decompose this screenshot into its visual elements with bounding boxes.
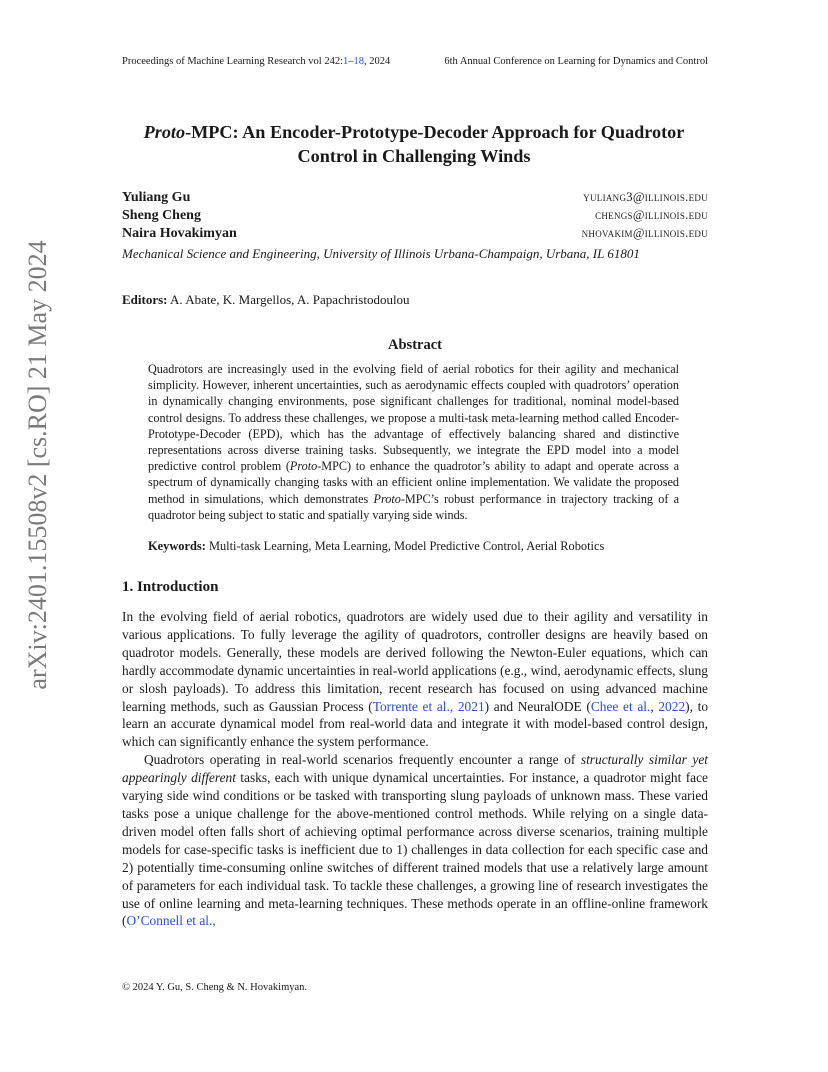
author-name: Yuliang Gu xyxy=(122,190,191,205)
proceedings-info xyxy=(122,56,390,67)
citation-link[interactable]: Torrente et al., 2021 xyxy=(372,698,485,714)
citation-link[interactable]: O’Connell et al., xyxy=(126,913,216,929)
section-body xyxy=(122,608,708,930)
section-heading: 1. Introduction xyxy=(122,579,219,595)
running-head xyxy=(122,56,708,67)
paragraph-text: In the evolving field of aerial robotics, quadrotors are widely used due to their agility and versatility in various applications. To fully leverage the agility of quadrotors, controller designs are heavily based on quadrotor models. Generally, these models are derived following the Newton-Euler equations, which can hardly accommodate dynamic uncertainties in real-world applications (e.g., wind, aerodynamic effects, slung or slosh payloads). To address this limitation, recent research has focused on using advanced machine learning methods, such as Gaussian Process ( xyxy=(122,609,708,714)
keywords xyxy=(148,539,688,554)
citation-separator: , xyxy=(650,698,659,714)
arxiv-id: arXiv:2401.15508v2 [cs.RO] 21 May 2024 xyxy=(23,240,52,690)
abstract-heading: Abstract xyxy=(388,337,442,353)
affiliation: Mechanical Science and Engineering, University of Illinois Urbana-Champaign, Urbana, IL 61801 xyxy=(122,246,640,261)
citation-link[interactable]: 2022 xyxy=(658,698,686,714)
author-email: chengs@illinois.edu xyxy=(595,208,708,222)
editors-names: A. Abate, K. Margellos, A. Papachristodoulou xyxy=(170,292,410,307)
keywords-text: Multi-task Learning, Meta Learning, Model Predictive Control, Aerial Robotics xyxy=(208,539,605,553)
paragraph xyxy=(122,751,708,930)
abstract-part: -MPC’s robust performance in trajectory tracking of a quadrotor being subject to static and spatially varying side winds. xyxy=(148,491,680,522)
copyright-footer: © 2024 Y. Gu, S. Cheng & N. Hovakimyan. xyxy=(122,982,308,993)
author-row xyxy=(122,208,708,224)
arxiv-sidebar xyxy=(18,240,58,690)
keywords-label: Keywords: xyxy=(148,539,206,553)
page-start-link[interactable]: 1 xyxy=(343,56,349,67)
author-name: Naira Hovakimyan xyxy=(122,226,237,241)
paragraph xyxy=(122,608,708,751)
page-end-link[interactable]: 18 xyxy=(353,56,365,67)
paragraph-text: ) and NeuralODE ( xyxy=(484,698,591,714)
abstract-part: Quadrotors are increasingly used in the evolving field of aerial robotics for their agility and mechanical simplicity. However, inherent uncertainties, such as aerodynamic effects coupled with quadrotors’ operation in dynamically changing environments, pose significant challenges for traditional, nominal model-based control designs. To address these challenges, we propose a multi-task meta-learning method called Encoder-Prototype-Decoder (EPD), which has the advantage of effectively balancing shared and distinctive representations across diverse training tasks. Subsequently, we integrate the EPD model into a model predictive control problem ( xyxy=(148,362,679,474)
abstract-italic: Proto xyxy=(373,491,401,506)
paragraph-text: ), to learn an accurate dynamical model from real-world data and integrate it with model-based control design, which can significantly enhance the system performance. xyxy=(122,698,709,750)
author-name: Sheng Cheng xyxy=(122,208,201,223)
paper-title xyxy=(110,120,718,168)
author-row xyxy=(122,226,708,242)
author-email: nhovakim@illinois.edu xyxy=(581,226,708,240)
author-row xyxy=(122,190,708,206)
title-italic: Proto xyxy=(143,122,186,142)
proceedings-text: Proceedings of Machine Learning Research vol 242: xyxy=(122,56,344,67)
citation-link[interactable]: Chee et al. xyxy=(590,698,651,714)
pages-separator: – xyxy=(348,56,354,67)
editors-label: Editors: xyxy=(122,292,168,307)
conference-info: 6th Annual Conference on Learning for Dynamics and Control xyxy=(444,56,708,67)
abstract-italic: Proto xyxy=(289,459,318,474)
abstract-part: -MPC) to enhance the quadrotor’s ability to adapt and operate across a spectrum of dynamically changing tasks with an efficient online implementation. We validate the proposed method in simulations, which demonstrates xyxy=(148,459,679,506)
paragraph-text: tasks, each with unique dynamical uncertainties. For instance, a quadrotor might face varying side wind conditions or be tasked with transporting slung payloads of unknown mass. These varied tasks pose a unique challenge for the above-mentioned control methods. While relying on a single data-driven model often falls short of achieving optimal performance across diverse scenarios, training multiple models for case-specific tasks is inefficient due to 1) challenges in data collection for each specific case and 2) potentially time-consuming online switches of different trained models that use a relatively large amount of parameters for each individual task. To tackle these challenges, a growing line of research investigates the use of online learning and meta-learning techniques. These methods operate in an offline-online framework ( xyxy=(122,770,708,929)
title-line1: -MPC: An Encoder-Prototype-Decoder Approach for Quadrotor xyxy=(185,122,685,142)
editors xyxy=(122,292,410,308)
proceedings-year: , 2024 xyxy=(364,56,391,67)
title-line2: Control in Challenging Winds xyxy=(297,146,531,166)
abstract-text xyxy=(148,361,679,523)
emphasis-text: structurally similar yet appearingly different xyxy=(122,752,708,786)
paragraph-text: Quadrotors operating in real-world scenarios frequently encounter a range of xyxy=(144,752,581,768)
author-email: yuliang3@illinois.edu xyxy=(583,190,708,204)
